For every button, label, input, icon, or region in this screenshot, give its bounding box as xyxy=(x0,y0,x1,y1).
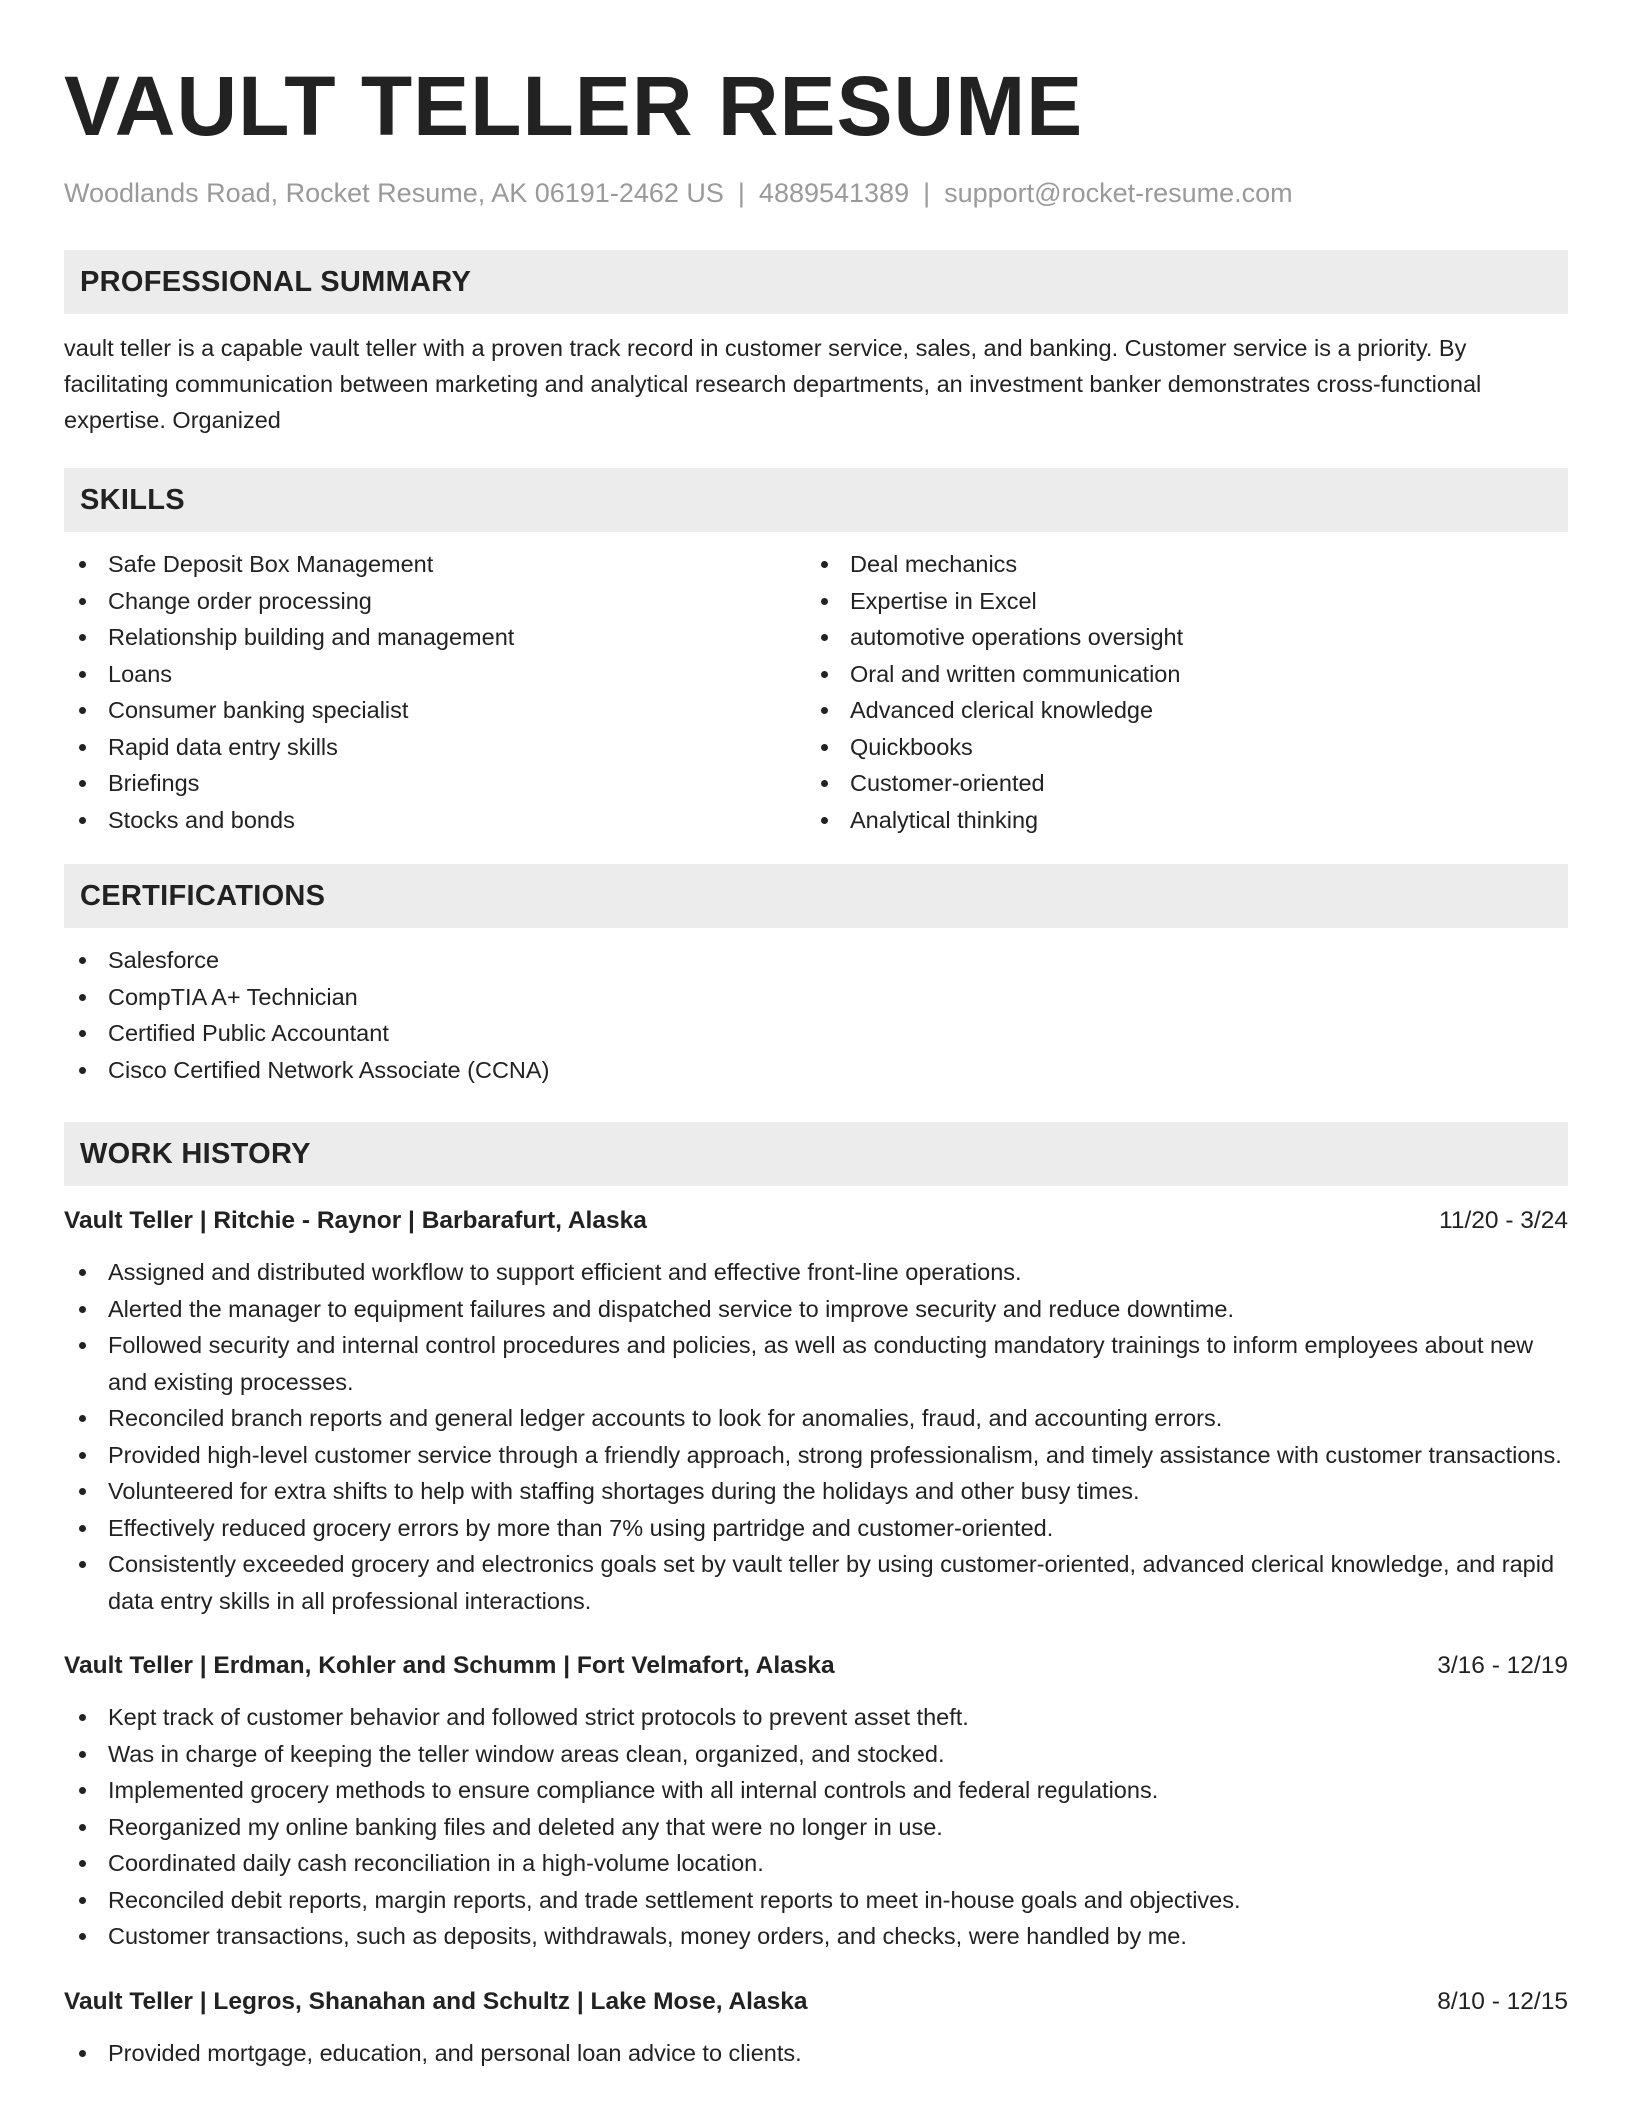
certification-item: Salesforce xyxy=(64,942,1568,979)
work-history-heading: WORK HISTORY xyxy=(64,1122,1568,1186)
skill-item: Customer-oriented xyxy=(806,765,1548,802)
certification-item: CompTIA A+ Technician xyxy=(64,979,1568,1016)
skill-item: Change order processing xyxy=(64,583,806,620)
job-header xyxy=(64,1649,1568,1683)
job-bullet: Implemented grocery methods to ensure compliance with all internal controls and federal regulations. xyxy=(64,1772,1568,1809)
job-bullets xyxy=(64,2035,1568,2072)
skill-item: Briefings xyxy=(64,765,806,802)
job-bullet: Provided high-level customer service through a friendly approach, strong professionalism, and timely assistance with customer transactions. xyxy=(64,1437,1568,1474)
summary-heading: PROFESSIONAL SUMMARY xyxy=(64,250,1568,314)
skill-item: Analytical thinking xyxy=(806,802,1548,839)
contact-address: Woodlands Road, Rocket Resume, AK 06191-2462 US xyxy=(64,178,724,208)
job-bullet: Coordinated daily cash reconciliation in a high-volume location. xyxy=(64,1845,1568,1882)
skill-item: Quickbooks xyxy=(806,729,1548,766)
job-entry xyxy=(64,1649,1568,1955)
job-bullet: Provided mortgage, education, and personal loan advice to clients. xyxy=(64,2035,1568,2072)
job-dates: 11/20 - 3/24 xyxy=(1439,1207,1568,1234)
job-bullets xyxy=(64,1254,1568,1619)
skill-item: Oral and written communication xyxy=(806,656,1548,693)
skills-grid xyxy=(64,546,1568,838)
contact-phone: 4889541389 xyxy=(758,178,910,208)
skill-item: Rapid data entry skills xyxy=(64,729,806,766)
contact-line xyxy=(64,176,1568,210)
resume-title: VAULT TELLER RESUME xyxy=(64,59,1084,153)
job-bullet: Effectively reduced grocery errors by more than 7% using partridge and customer-oriented. xyxy=(64,1510,1568,1547)
job-bullet: Reconciled branch reports and general ledger accounts to look for anomalies, fraud, and accounting errors. xyxy=(64,1400,1568,1437)
job-bullet: Consistently exceeded grocery and electronics goals set by vault teller by using customer-oriented, advanced clerical knowledge, and rapid data entry skills in all professional interactions. xyxy=(64,1546,1568,1619)
job-entry xyxy=(64,1985,1568,2072)
job-bullet: Followed security and internal control procedures and policies, as well as conducting mandatory trainings to inform employees about new and existing processes. xyxy=(64,1327,1568,1400)
job-dates: 8/10 - 12/15 xyxy=(1437,1987,1568,2015)
skill-item: Loans xyxy=(64,656,806,693)
job-header xyxy=(64,1204,1568,1238)
skill-item: Stocks and bonds xyxy=(64,802,806,839)
job-title: Vault Teller | Ritchie - Raynor | Barbarafurt, Alaska xyxy=(64,1207,647,1234)
skill-item: Safe Deposit Box Management xyxy=(64,546,806,583)
skill-item: automotive operations oversight xyxy=(806,619,1548,656)
job-dates: 3/16 - 12/19 xyxy=(1437,1652,1568,1679)
job-bullet: Customer transactions, such as deposits, withdrawals, money orders, and checks, were handled by me. xyxy=(64,1918,1568,1955)
job-bullet: Reconciled debit reports, margin reports, and trade settlement reports to meet in-house goals and objectives. xyxy=(64,1882,1568,1919)
job-entry xyxy=(64,1204,1568,1619)
job-bullet: Volunteered for extra shifts to help with staffing shortages during the holidays and other busy times. xyxy=(64,1473,1568,1510)
skill-item: Consumer banking specialist xyxy=(64,692,806,729)
skills-right-column xyxy=(806,546,1548,838)
job-bullets xyxy=(64,1699,1568,1955)
job-header xyxy=(64,1985,1568,2019)
skill-item: Advanced clerical knowledge xyxy=(806,692,1548,729)
job-bullet: Reorganized my online banking files and deleted any that were no longer in use. xyxy=(64,1809,1568,1846)
job-title: Vault Teller | Erdman, Kohler and Schumm | Fort Velmafort, Alaska xyxy=(64,1652,835,1679)
skill-item: Relationship building and management xyxy=(64,619,806,656)
job-bullet: Was in charge of keeping the teller window areas clean, organized, and stocked. xyxy=(64,1736,1568,1773)
summary-text: vault teller is a capable vault teller with a proven track record in customer service, sales, and banking. Customer service is a priority. By facilitating communication between marketing and analytical research departments, an investment banker demonstrates cross-functional expertise. Organized xyxy=(64,335,1482,433)
job-bullet: Alerted the manager to equipment failures and dispatched service to improve security and reduce downtime. xyxy=(64,1291,1568,1328)
certification-item: Cisco Certified Network Associate (CCNA) xyxy=(64,1052,1568,1089)
skills-heading: SKILLS xyxy=(64,468,1568,532)
job-bullet: Assigned and distributed workflow to support efficient and effective front-line operations. xyxy=(64,1254,1568,1291)
certifications-list xyxy=(64,942,1568,1088)
resume-page xyxy=(64,0,1568,2071)
skill-item: Expertise in Excel xyxy=(806,583,1548,620)
certification-item: Certified Public Accountant xyxy=(64,1015,1568,1052)
job-title: Vault Teller | Legros, Shanahan and Schultz | Lake Mose, Alaska xyxy=(64,1987,808,2015)
skills-left-column xyxy=(64,546,806,838)
skill-item: Deal mechanics xyxy=(806,546,1548,583)
certifications-heading: CERTIFICATIONS xyxy=(64,864,1568,928)
job-bullet: Kept track of customer behavior and followed strict protocols to prevent asset theft. xyxy=(64,1699,1568,1736)
contact-separator: | xyxy=(923,178,931,208)
contact-separator: | xyxy=(737,178,745,208)
contact-email: support@rocket-resume.com xyxy=(944,178,1293,208)
